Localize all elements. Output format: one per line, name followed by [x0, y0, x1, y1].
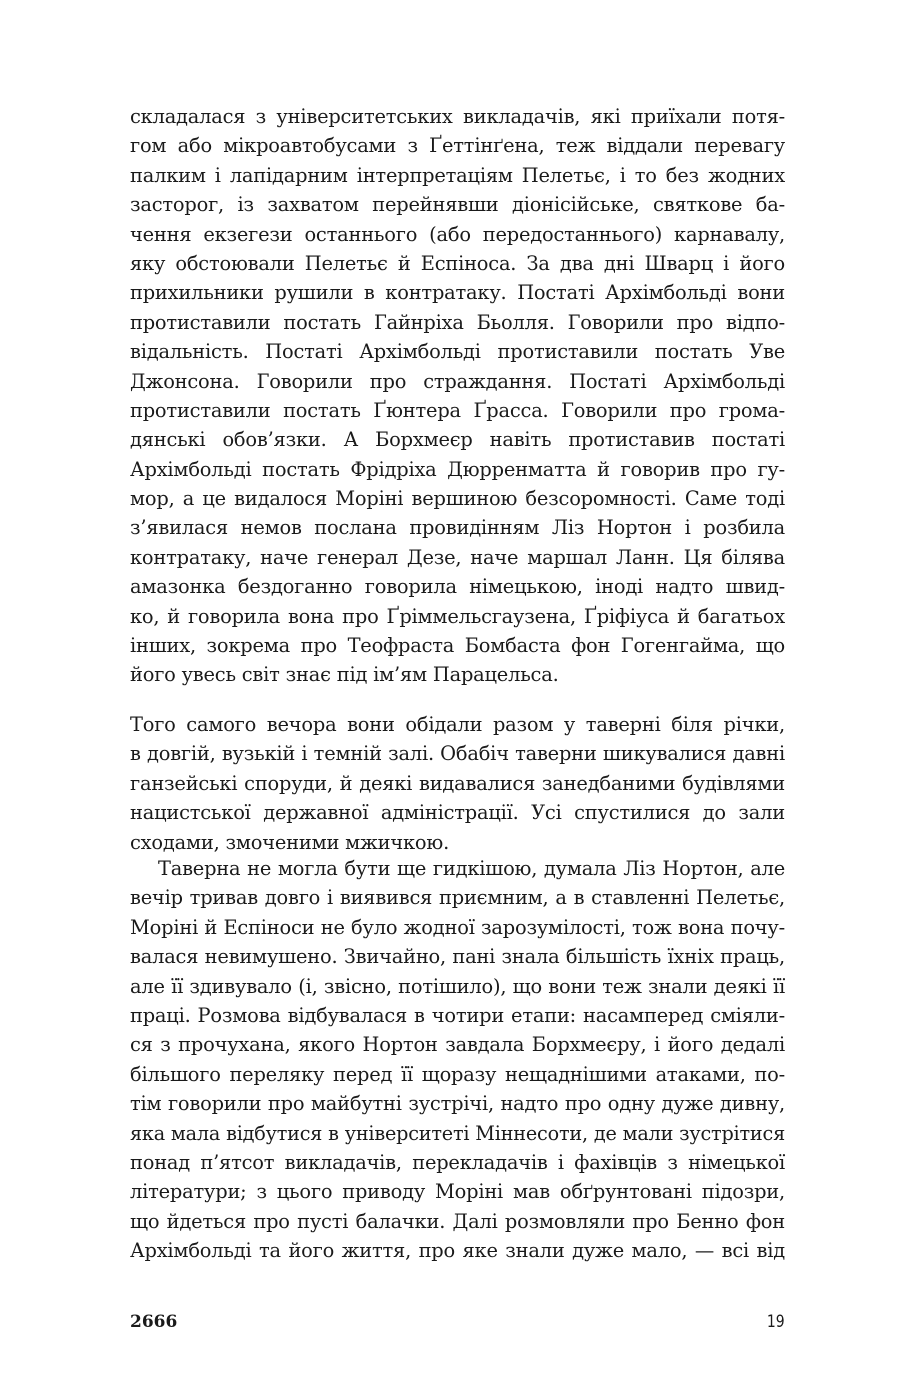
text-line: але її здивувало (і, звісно, потішило), що вони теж знали деякі її	[130, 974, 785, 998]
text-line: нацистської державної адміністрації. Усі спустилися до зали	[130, 801, 785, 825]
text-line: сходами, змоченими мжичкою.	[130, 830, 450, 854]
paragraph-continuation	[130, 102, 785, 690]
text-line: його увесь світ знає під ім’ям Парацельса.	[130, 663, 559, 687]
text-line: Архімбольді постать Фрідріха Дюрренматта й говорив про гу-	[130, 457, 785, 481]
text-line: яку обстоювали Пелетьє й Еспіноса. За два дні Шварц і його	[130, 251, 785, 275]
text-line: складалася з університетських викладачів, які приїхали потя-	[130, 105, 785, 128]
text-line: Джонсона. Говорили про страждання. Постаті Архімбольді	[130, 369, 785, 393]
text-line: ганзейські споруди, й деякі видавалися занедбаними будівлями	[130, 771, 785, 795]
running-footer-book-title: 2666	[130, 1312, 178, 1332]
text-line: ся з прочухана, якого Нортон завдала Борхмеєру, і його дедалі	[130, 1033, 785, 1057]
text-line: в довгій, вузькій і темній залі. Обабіч таверни шикувалися давні	[130, 742, 785, 766]
text-line: протиставили постать Гайнріха Бьолля. Говорили про відпо-	[130, 310, 785, 334]
page-number: 19	[767, 1312, 785, 1332]
text-line: Моріні й Еспіноси не було жодної зарозумілості, тож вона почу-	[130, 915, 785, 939]
text-line: мор, а це видалося Моріні вершиною безсоромності. Саме тоді	[130, 487, 785, 511]
text-line: вечір тривав довго і виявився приємним, а в ставленні Пелетьє,	[130, 886, 785, 910]
text-line: відальність. Постаті Архімбольді протиставили постать Уве	[130, 340, 785, 364]
text-line: з’явилася немов послана провидінням Ліз Нортон і розбила	[130, 516, 785, 540]
text-line: Того самого вечора вони обідали разом у таверні біля річки,	[130, 713, 785, 736]
text-line: прихильники рушили в контратаку. Постаті Архімбольді вони	[130, 281, 785, 305]
text-line: протиставили постать Ґюнтера Ґрасса. Говорили про грома-	[130, 398, 785, 422]
text-line: гом або мікроавтобусами з Ґеттінґена, теж віддали перевагу	[130, 134, 785, 158]
text-line: літератури; з цього приводу Моріні мав обґрунтовані підозри,	[130, 1180, 785, 1204]
text-line: більшого переляку перед її щоразу нещаднішими атаками, по-	[130, 1062, 785, 1086]
text-line: Таверна не могла бути ще гидкішою, думала Ліз Нортон, але	[158, 857, 785, 880]
paragraph-indented	[130, 854, 785, 1265]
text-line: чення екзегези останнього (або передостаннього) карнавалу,	[130, 222, 785, 246]
text-line: амазонка бездоганно говорила німецькою, іноді надто швид-	[130, 575, 785, 599]
text-line: ко, й говорила вона про Ґріммельсгаузена, Ґріфіуса й багатьох	[130, 604, 785, 628]
text-line: що йдеться про пусті балачки. Далі розмовляли про Бенно фон	[130, 1209, 785, 1233]
text-line: яка мала відбутися в університеті Міннесоти, де мали зустрітися	[130, 1121, 785, 1145]
text-line: тім говорили про майбутні зустрічі, надто про одну дуже дивну,	[130, 1092, 785, 1116]
text-line: праці. Розмова відбувалася в чотири етапи: насамперед сміяли-	[130, 1003, 785, 1027]
text-line: валася невимушено. Звичайно, пані знала більшість їхніх праць,	[130, 945, 785, 969]
text-line: засторог, із захватом перейнявши діонісійське, святкове ба-	[130, 193, 785, 217]
text-line: інших, зокрема про Теофраста Бомбаста фон Гогенгайма, що	[130, 634, 785, 658]
paragraph-section-start	[130, 710, 785, 857]
text-line: дянські обов’язки. А Борхмеєр навіть протиставив постаті	[130, 428, 785, 452]
text-line: понад п’ятсот викладачів, перекладачів і фахівців з німецької	[130, 1150, 785, 1174]
text-line: контратаку, наче генерал Дезе, наче маршал Ланн. Ця білява	[130, 545, 785, 569]
text-line: палким і лапідарним інтерпретаціям Пелетьє, і то без жодних	[130, 163, 785, 187]
text-line: Архімбольді та його життя, про яке знали дуже мало, — всі від	[130, 1239, 785, 1263]
